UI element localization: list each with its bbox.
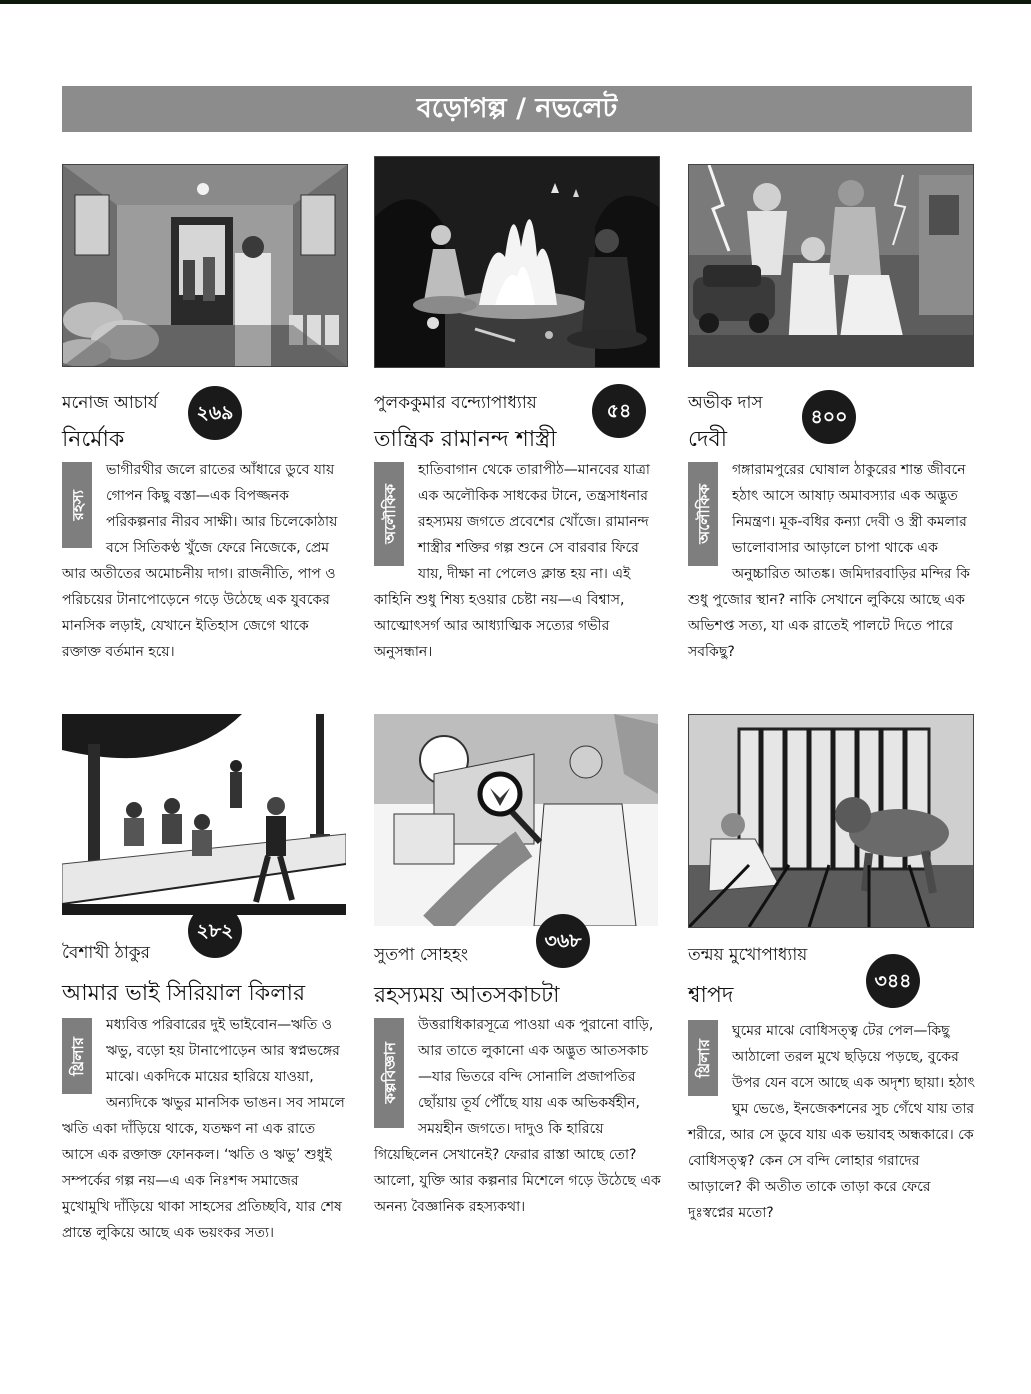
story-illustration — [374, 714, 658, 926]
story-blurb — [374, 457, 662, 665]
story-title[interactable]: আমার ভাই সিরিয়াল কিলার — [62, 981, 306, 1006]
genre-label: থ্রিলার — [694, 1038, 713, 1078]
story-title[interactable]: নির্মোক — [62, 427, 125, 452]
story-blurb-text: হাতিবাগান থেকে তারাপীঠ—মানবের যাত্রা এক অলৌকিক সাধকের টানে, তন্ত্রসাধনার রহস্যময় জগতে প্রবেশের খোঁজে। রামানন্দ শাস্ত্রীর শক্তির গল্প শুনে সে বারবার ফিরে যায়, দীক্ষা না পেলেও ক্লান্ত হয় না। এই কাহিনি শুধু শিষ্য হওয়ার চেষ্টা নয়—এ বিশ্বাস, আত্মোৎসর্গ আর আধ্যাত্মিক সত্যের গভীর অনুসন্ধান। — [374, 462, 650, 660]
story-illustration — [62, 714, 346, 915]
story-blurb — [62, 1012, 350, 1246]
story-author: বৈশাখী ঠাকুর — [62, 943, 151, 963]
story-title[interactable]: তান্ত্রিক রামানন্দ শাস্ত্রী — [374, 427, 557, 452]
story-author: মনোজ আচার্য — [62, 393, 158, 413]
genre-label: কল্পবিজ্ঞান — [380, 1042, 399, 1104]
story-blurb — [688, 457, 976, 665]
page-number-badge: ৪০০ — [802, 390, 856, 444]
story-blurb-text: মধ্যবিত্ত পরিবারের দুই ভাইবোন—ঋতি ও ঋভু, বড়ো হয় টানাপোড়েন আর স্বপ্নভঙ্গের মাঝে। একদিকে মায়ের হারিয়ে যাওয়া, অন্যদিকে ঋভুর মানসিক ভাঙন। সব সামলে ঋতি একা দাঁড়িয়ে থাকে, যতক্ষণ না এক রাতে আসে এক রক্তাক্ত ফোনকল। ‘ঋতি ও ঋভু’ শুধুই সম্পর্কের গল্প নয়—এ এক নিঃশব্দ সমাজের মুখোমুখি দাঁড়িয়ে থাকা সাহসের প্রতিচ্ছবি, যার শেষ প্রান্তে লুকিয়ে আছে এক ভয়ংকর সত্য। — [62, 1017, 345, 1241]
story-title[interactable]: রহস্যময় আতসকাচটা — [374, 983, 560, 1008]
genre-label: রহস্য — [68, 489, 87, 521]
genre-label: অলৌকিক — [380, 484, 399, 544]
page-number-badge: ৩৬৮ — [536, 914, 590, 968]
story-card[interactable] — [374, 714, 662, 1254]
story-illustration — [62, 164, 348, 367]
story-author: পুলককুমার বন্দ্যোপাধ্যায় — [374, 393, 537, 413]
story-blurb — [62, 457, 350, 665]
story-card[interactable] — [374, 156, 662, 696]
story-illustration — [688, 164, 974, 367]
story-author: অভীক দাস — [688, 393, 763, 413]
page-number-badge: ২৮২ — [188, 904, 242, 958]
story-blurb-text: গঙ্গারামপুরের ঘোষাল ঠাকুরের শান্ত জীবনে হঠাৎ আসে আষাঢ় অমাবস্যার এক অদ্ভুত নিমন্ত্রণ। মূক-বধির কন্যা দেবী ও স্ত্রী কমলার ভালোবাসার আড়ালে চাপা থাকে এক অনুচ্চারিত আতঙ্ক। জমিদারবাড়ির মন্দির কি শুধু পুজোর স্থান? নাকি সেখানে লুকিয়ে আছে এক অভিশপ্ত সত্য, যা এক রাতেই পালটে দিতে পারে সবকিছু? — [688, 462, 970, 660]
genre-label: অলৌকিক — [694, 484, 713, 544]
story-blurb-text: উত্তরাধিকারসূত্রে পাওয়া এক পুরানো বাড়ি, আর তাতে লুকানো এক অদ্ভুত আতসকাচ—যার ভিতরে বন্দি সোনালি প্রজাপতির ছোঁয়ায় তূর্য পৌঁছে যায় এক অভিকর্ষহীন, সময়হীন জগতে। দাদুও কি হারিয়ে গিয়েছিলেন সেখানেই? ফেরার রাস্তা আছে তো? আলো, যুক্তি আর কল্পনার মিশেলে গড়ে উঠেছে এক অনন্য বৈজ্ঞানিক রহস্যকথা। — [374, 1017, 661, 1215]
story-blurb-text: ঘুমের মাঝে বোধিসত্ত্ব টের পেল—কিছু আঠালো তরল মুখে ছড়িয়ে পড়ছে, বুকের উপর যেন বসে আছে এক অদৃশ্য ছায়া। হঠাৎ ঘুম ভেঙে, ইনজেকশনের সুচ গেঁথে যায় তার শরীরে, আর সে ডুবে যায় এক ভয়াবহ অন্ধকারে। কে বোধিসত্ত্ব? কেন সে বন্দি লোহার গরাদের আড়ালে? কী অতীত তাকে তাড়া করে ফেরে দুঃস্বপ্নের মতো? — [688, 1023, 975, 1221]
story-illustration — [374, 156, 660, 368]
story-title[interactable]: শ্বাপদ — [688, 983, 734, 1008]
top-edge-bar — [0, 0, 1031, 4]
story-card[interactable] — [688, 714, 976, 1254]
story-title[interactable]: দেবী — [688, 427, 728, 452]
page-number-badge: ২৬৯ — [188, 386, 242, 440]
genre-label: থ্রিলার — [68, 1036, 87, 1076]
story-blurb — [374, 1012, 662, 1220]
story-card[interactable] — [62, 164, 350, 704]
story-blurb-text: ভাগীরথীর জলে রাতের আঁধারে ডুবে যায় গোপন কিছু বস্তা—এক বিপজ্জনক পরিকল্পনার নীরব সাক্ষী। আর চিলেকোঠায় বসে সিতিকণ্ঠ খুঁজে ফেরে নিজেকে, প্রেম আর অতীতের অমোচনীয় দাগ। রাজনীতি, পাপ ও পরিচয়ের টানাপোড়েনে গড়ে উঠেছে এক যুবকের মানসিক লড়াই, যেখানে ইতিহাস জেগে থাকে রক্তাক্ত বর্তমান হয়ে। — [62, 462, 338, 660]
story-blurb — [688, 1018, 976, 1226]
page-number-badge: ৫৪ — [592, 384, 646, 438]
section-header: বড়োগল্প / নভলেট — [62, 86, 972, 132]
page-number-badge: ৩৪৪ — [866, 954, 920, 1008]
story-card[interactable] — [62, 714, 350, 1254]
story-author: সুতপা সোহহং — [374, 945, 469, 965]
story-illustration — [688, 714, 974, 928]
story-card[interactable] — [688, 164, 976, 704]
story-author: তন্ময় মুখোপাধ্যায় — [688, 945, 808, 965]
